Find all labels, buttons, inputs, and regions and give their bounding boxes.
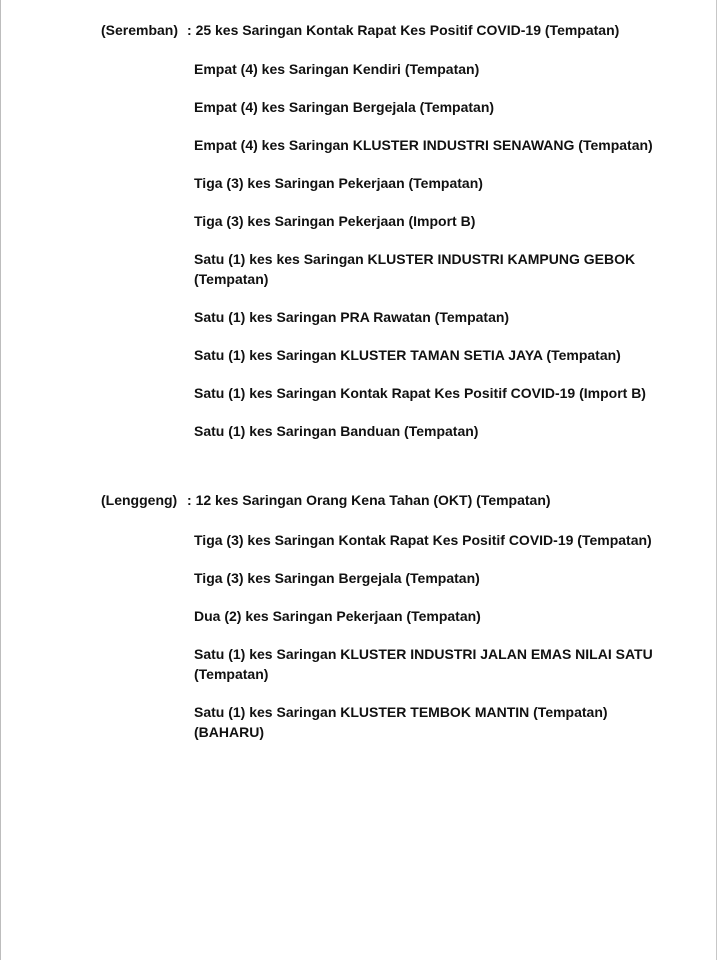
district-heading-row — [1, 492, 716, 512]
case-item: Tiga (3) kes Saringan Kontak Rapat Kes Positif COVID-19 (Tempatan) — [194, 532, 652, 548]
separator: : — [187, 492, 192, 508]
case-item: Satu (1) kes Saringan KLUSTER TAMAN SETIA JAYA (Tempatan) — [194, 347, 621, 363]
district-heading-row — [1, 22, 716, 42]
case-item: Satu (1) kes Saringan Banduan (Tempatan) — [194, 423, 479, 439]
case-item: Dua (2) kes Saringan Pekerjaan (Tempatan) — [194, 608, 481, 624]
case-list — [1, 530, 716, 742]
case-item: Satu (1) kes kes Saringan KLUSTER INDUSTRI KAMPUNG GEBOK (Tempatan) — [194, 251, 636, 287]
case-item: Empat (4) kes Saringan KLUSTER INDUSTRI SENAWANG (Tempatan) — [194, 137, 653, 153]
case-item: Tiga (3) kes Saringan Pekerjaan (Tempatan) — [194, 175, 483, 191]
separator: : — [187, 22, 192, 38]
case-list — [1, 59, 716, 441]
district-headline — [187, 492, 551, 508]
case-item: Satu (1) kes Saringan Kontak Rapat Kes Positif COVID-19 (Import B) — [194, 385, 646, 401]
case-item: Tiga (3) kes Saringan Pekerjaan (Import B) — [194, 213, 476, 229]
district-section-seremban — [1, 22, 716, 441]
case-item: Empat (4) kes Saringan Bergejala (Tempatan) — [194, 99, 495, 115]
headline-text: 25 kes Saringan Kontak Rapat Kes Positif COVID-19 (Tempatan) — [195, 22, 620, 38]
district-headline — [187, 22, 619, 38]
case-item: Empat (4) kes Saringan Kendiri (Tempatan) — [194, 61, 480, 77]
district-section-lenggeng — [1, 492, 716, 742]
case-item: Satu (1) kes Saringan PRA Rawatan (Tempatan) — [194, 309, 510, 325]
case-item: Tiga (3) kes Saringan Bergejala (Tempatan) — [194, 570, 480, 586]
district-name: (Seremban) — [101, 22, 179, 38]
headline-text: 12 kes Saringan Orang Kena Tahan (OKT) (Tempatan) — [195, 492, 551, 508]
case-item: Satu (1) kes Saringan KLUSTER TEMBOK MANTIN (Tempatan) (BAHARU) — [194, 704, 608, 740]
case-item: Satu (1) kes Saringan KLUSTER INDUSTRI JALAN EMAS NILAI SATU (Tempatan) — [194, 646, 653, 682]
district-name: (Lenggeng) — [101, 492, 178, 508]
